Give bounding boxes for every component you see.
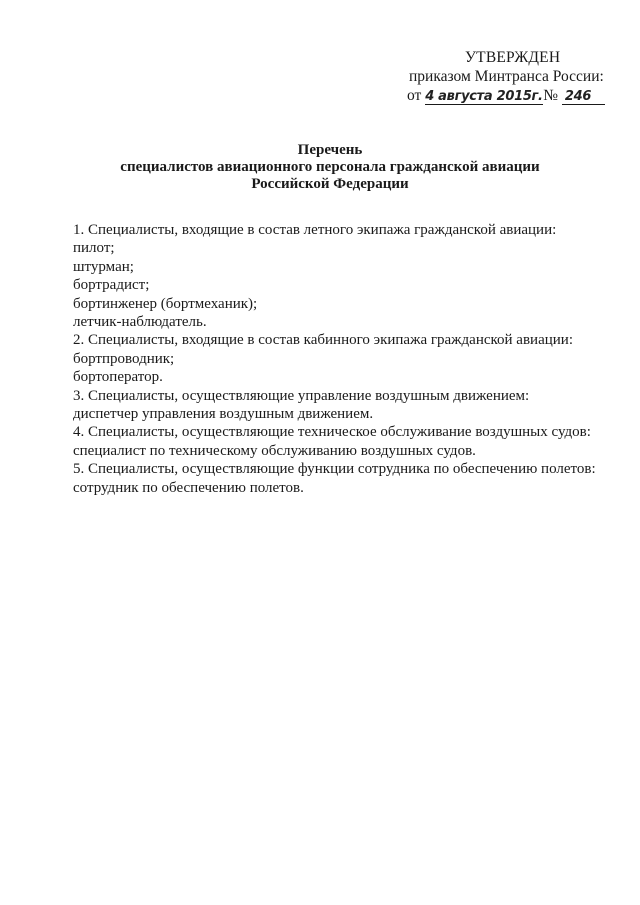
- handwritten-number: 246: [562, 90, 605, 105]
- date-prefix: от: [407, 87, 422, 104]
- handwritten-date: 4 августа 2015г.: [425, 89, 543, 104]
- section-title: 2. Специалисты, входящие в состав кабинного экипажа гражданской авиации:: [73, 332, 573, 349]
- date-line: [395, 86, 605, 105]
- list-item: диспетчер управления воздушным движением.: [73, 406, 374, 423]
- list-item: бортоператор.: [73, 369, 163, 386]
- list-item: бортпроводник;: [73, 350, 175, 367]
- section-title: 3. Специалисты, осуществляющие управление воздушным движением:: [73, 387, 530, 404]
- list-item: штурман;: [73, 258, 134, 275]
- heading-subtitle: специалистов авиационного персонала гражданской авиации: [120, 159, 540, 175]
- approval-stamp: [395, 48, 605, 105]
- order-line: приказом Минтранса России:: [409, 68, 604, 85]
- list-item: бортрадист;: [73, 277, 150, 294]
- section-title: 5. Специалисты, осуществляющие функции сотрудника по обеспечению полетов:: [73, 461, 596, 478]
- heading-subtitle-2: Российской Федерации: [251, 176, 409, 192]
- heading-title: Перечень: [297, 142, 363, 158]
- document-body: [33, 221, 598, 497]
- document-heading: [60, 142, 600, 193]
- approved-label: УТВЕРЖДЕН: [465, 49, 561, 66]
- list-item: летчик-наблюдатель.: [73, 314, 207, 331]
- number-prefix: №: [543, 87, 558, 104]
- section-title: 4. Специалисты, осуществляющие техническое обслуживание воздушных судов:: [73, 424, 591, 441]
- section-title: 1. Специалисты, входящие в состав летного экипажа гражданской авиации:: [73, 222, 557, 238]
- list-item: сотрудник по обеспечению полетов.: [73, 479, 304, 496]
- list-item: бортинженер (бортмеханик);: [73, 295, 258, 312]
- list-item: пилот;: [73, 240, 115, 257]
- list-item: специалист по техническому обслуживанию воздушных судов.: [73, 442, 476, 459]
